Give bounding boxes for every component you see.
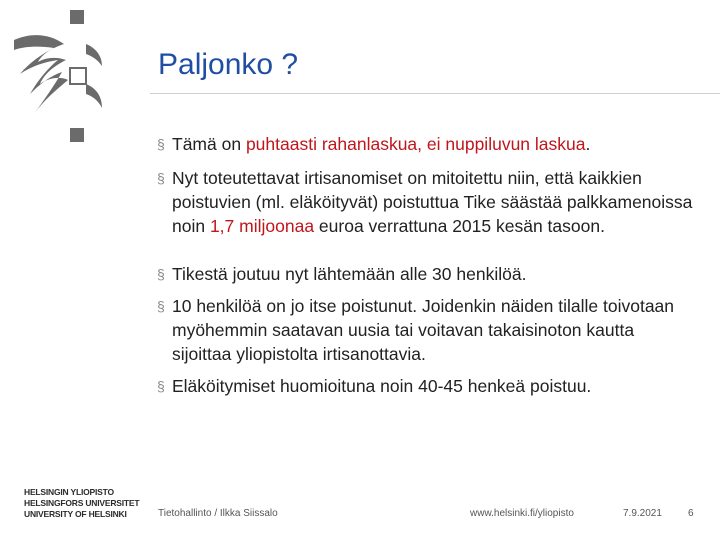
footer-date: 7.9.2021	[623, 508, 662, 519]
bullet-marker: §	[157, 378, 165, 394]
bullet-highlight: 1,7 miljoonaa	[209, 216, 315, 236]
page-number: 6	[688, 508, 694, 519]
bullet-item	[157, 294, 697, 366]
bullet-item	[157, 262, 697, 286]
bullet-text: Tikestä joutuu nyt lähtemään alle 30 henkilöä.	[172, 264, 527, 284]
bullet-item	[157, 166, 697, 238]
title-divider	[150, 93, 720, 94]
bullet-item	[157, 132, 697, 156]
slide-content	[157, 132, 697, 398]
bullet-marker: §	[157, 266, 165, 282]
bullet-marker: §	[157, 170, 165, 186]
page-title: Paljonko ?	[158, 48, 299, 81]
bullet-marker: §	[157, 298, 165, 314]
bullet-text: Nyt toteutettavat irtisanomiset on mitoitettu niin, että kaikkien poistuvien (ml. eläköityvät) poistuttua Tike säästää palkkamenoissa noin	[172, 168, 693, 236]
university-name-fi: HELSINGIN YLIOPISTO	[24, 487, 114, 497]
university-name-sv: HELSINGFORS UNIVERSITET	[24, 498, 140, 508]
university-name-logo	[24, 487, 139, 520]
bullet-text: Tämä on	[172, 134, 246, 154]
footer-author: Tietohallinto / Ilkka Siissalo	[158, 508, 278, 519]
flame-logo-icon	[4, 4, 104, 144]
bullet-item	[157, 374, 697, 398]
bullet-marker: §	[157, 136, 165, 152]
bullet-text: 10 henkilöä on jo itse poistunut. Joidenkin näiden tilalle toivotaan myöhemmin saatavan uusia tai voitavan takaisinoton kautta sijoittaa yliopistolta irtisanottavia.	[172, 296, 675, 364]
bullet-text: .	[585, 134, 591, 154]
bullet-text: Eläköitymiset huomioituna noin 40-45 henkeä poistuu.	[172, 376, 592, 396]
university-name-en: UNIVERSITY OF HELSINKI	[24, 509, 127, 519]
bullet-text: euroa verrattuna 2015 kesän tasoon.	[314, 216, 605, 236]
footer-url[interactable]: www.helsinki.fi/yliopisto	[470, 508, 574, 519]
bullet-highlight: puhtaasti rahanlaskua, ei nuppiluvun laskua	[245, 134, 586, 154]
